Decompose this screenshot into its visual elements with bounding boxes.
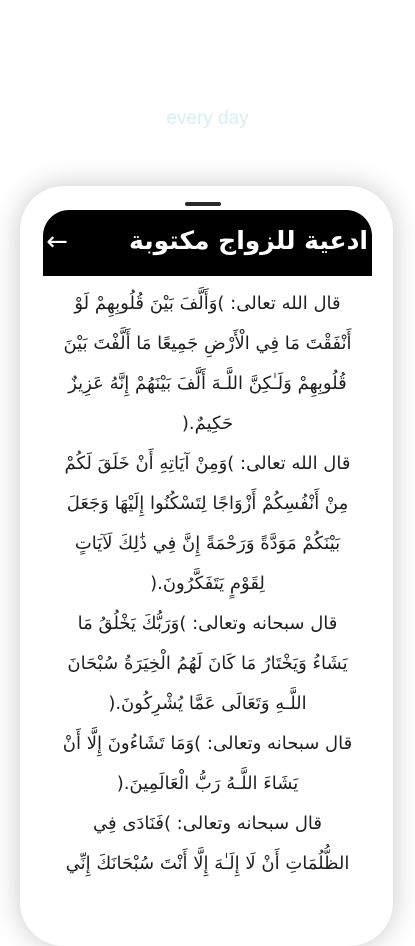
page-title: ادعية للزواج مكتوبة <box>129 226 368 255</box>
arrow-left-icon: ← <box>46 227 68 257</box>
verse-paragraph: قال سبحانه وتعالى: )فَنَادَى فِي الظُّلُمَاتِ أَنْ لَا إِلَـٰهَ إِلَّا أَنْتَ سُبْحَانَكَ إِنِّي <box>65 813 350 874</box>
phone-speaker <box>185 202 221 206</box>
verse-paragraph: قال الله تعالى: )وَمِنْ آيَاتِهِ أَنْ خَلَقَ لَكُمْ مِنْ أَنْفُسِكُمْ أَزْوَاجًا لِتَسْكُنُوا إِلَيْهَا وَجَعَلَ بَيْنَكُمْ مَوَدَّةً وَرَحْمَةً إِنَّ فِي ذَٰلِكَ لَآيَاتٍ لِقَوْمٍ يَتَفَكَّرُونَ.( <box>64 453 351 594</box>
verse-paragraph: قال الله تعالى: )وَأَلَّفَ بَيْنَ قُلُوبِهِمْ لَوْ أَنْفَقْتَ مَا فِي الْأَرْضِ جَمِيعًا مَا أَلَّفْتَ بَيْنَ قُلُوبِهِمْ وَلَـٰكِنَّ اللَّـهَ أَلَّفَ بَيْنَهُمْ إِنَّهُ عَزِيزٌ حَكِيمٌ.( <box>63 293 352 434</box>
back-button[interactable] <box>45 227 69 257</box>
app-screen <box>43 210 372 900</box>
verse-paragraph: قال سبحانه وتعالى: )وَرَبُّكَ يَخْلُقُ مَا يَشَاءُ وَيَخْتَارُ مَا كَانَ لَهُمُ الْخِيَرَةُ سُبْحَانَ اللَّـهِ وَتَعَالَى عَمَّا يُشْرِكُونَ.( <box>67 613 348 714</box>
verse-paragraph: قال سبحانه وتعالى: )وَمَا تَشَاءُونَ إِلَّا أَنْ يَشَاءَ اللَّـهُ رَبُّ الْعَالَمِينَ.( <box>62 733 353 794</box>
app-bar <box>43 210 372 276</box>
tagline-text: every day <box>166 108 249 129</box>
content-area[interactable] <box>43 284 372 900</box>
